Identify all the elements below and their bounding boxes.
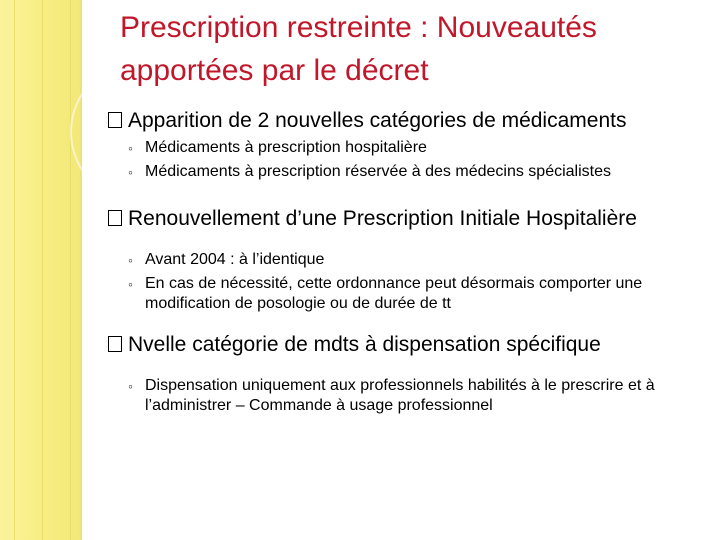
list-item-text: Médicaments à prescription réservée à des médecins spécialistes xyxy=(145,163,611,180)
section-heading-text: Nvelle catégorie de mdts à dispensation spécifique xyxy=(128,333,601,356)
band-line xyxy=(14,0,15,540)
circle-bullet-icon: ◦ xyxy=(128,276,133,292)
band-line xyxy=(70,0,71,540)
section-heading xyxy=(108,108,708,134)
list-item xyxy=(108,274,708,314)
slide-body xyxy=(108,108,708,416)
title-line-1: Prescription restreinte : Nouveautés xyxy=(120,11,597,44)
list-item-text: En cas de nécessité, cette ordonnance peut désormais comporter une modification de posologie ou de durée de tt xyxy=(145,275,643,312)
bullet-box-icon xyxy=(108,112,122,128)
list-item-text: Avant 2004 : à l’identique xyxy=(145,251,325,268)
section-heading xyxy=(108,332,708,358)
circle-bullet-icon: ◦ xyxy=(128,140,133,156)
band-edge xyxy=(80,0,82,540)
list-item xyxy=(108,138,708,158)
bullet-box-icon xyxy=(108,210,122,226)
circle-bullet-icon: ◦ xyxy=(128,164,133,180)
list-item-text: Médicaments à prescription hospitalière xyxy=(145,139,427,156)
list-item-text: Dispensation uniquement aux professionnels habilités à le prescrire et à l’administrer – Commande à usage professionnel xyxy=(145,377,655,414)
list-item xyxy=(108,376,708,416)
bullet-box-icon xyxy=(108,336,122,352)
list-item xyxy=(108,250,708,270)
slide-title xyxy=(120,6,710,92)
circle-bullet-icon: ◦ xyxy=(128,252,133,268)
section-heading-text: Renouvellement d’une Prescription Initiale Hospitalière xyxy=(128,207,637,230)
section-heading xyxy=(108,206,708,232)
circle-bullet-icon: ◦ xyxy=(128,378,133,394)
band-line xyxy=(42,0,43,540)
section-heading-text: Apparition de 2 nouvelles catégories de médicaments xyxy=(128,109,627,132)
list-item xyxy=(108,162,708,182)
decorative-band xyxy=(0,0,80,540)
title-line-2: apportées par le décret xyxy=(120,54,429,87)
